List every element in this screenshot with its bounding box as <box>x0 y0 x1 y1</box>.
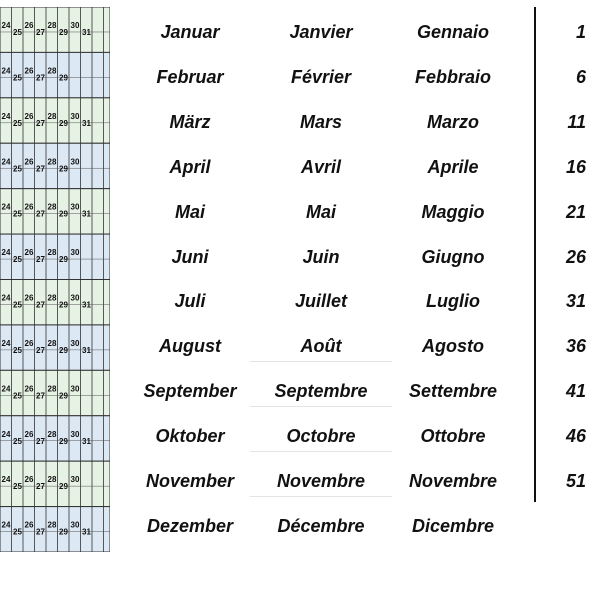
month-de: September <box>143 381 237 402</box>
strip-day-number: 24 <box>1 157 11 167</box>
strip-day-number: 25 <box>13 209 22 219</box>
strip-day-number: 30 <box>70 429 80 439</box>
strip-day-number: 25 <box>13 28 22 37</box>
strip-day-number: 30 <box>70 384 80 394</box>
strip-day-number: 25 <box>13 391 22 401</box>
strip-day-number: 25 <box>13 300 22 310</box>
month-fr: Juin <box>302 246 340 267</box>
week-number: 16 <box>565 156 586 177</box>
month-de: Dezember <box>146 515 234 536</box>
month-de: Mai <box>174 201 205 222</box>
week-number: 6 <box>575 66 586 87</box>
month-it: Gennaio <box>416 22 489 42</box>
strip-day-number: 30 <box>70 520 80 530</box>
strip-day-number: 25 <box>13 118 22 128</box>
strip-day-number: 24 <box>1 66 11 76</box>
strip-day-number: 31 <box>82 209 91 219</box>
month-fr: Février <box>290 66 352 87</box>
month-fr: Août <box>300 336 342 357</box>
strip-day-number: 29 <box>59 73 68 83</box>
month-fr: Octobre <box>286 426 356 447</box>
strip-day-number: 25 <box>13 527 22 537</box>
strip-day-number: 26 <box>24 66 34 76</box>
strip-day-number: 28 <box>47 248 57 258</box>
strip-day-number: 28 <box>47 111 57 121</box>
week-number: 46 <box>565 426 586 447</box>
month-it: Febbraio <box>414 66 491 87</box>
strip-day-number: 25 <box>13 255 22 265</box>
month-fr: Mars <box>299 111 343 132</box>
strip-day-number: 31 <box>82 345 91 355</box>
week-number: 1 <box>575 22 586 42</box>
strip-day-number: 25 <box>13 482 22 492</box>
month-de: Juni <box>171 246 209 267</box>
week-divider-line <box>534 7 536 502</box>
strip-day-number: 26 <box>24 520 34 530</box>
strip-day-number: 30 <box>70 157 80 167</box>
month-de: Januar <box>160 22 220 42</box>
week-number: 11 <box>567 111 586 132</box>
month-it: Giugno <box>421 246 485 267</box>
strip-day-number: 26 <box>24 202 34 212</box>
strip-day-number: 24 <box>1 520 11 530</box>
strip-day-number: 27 <box>36 209 45 219</box>
strip-day-number: 24 <box>1 429 11 439</box>
strip-day-number: 24 <box>1 248 11 258</box>
separator-line <box>250 361 392 362</box>
strip-day-number: 24 <box>1 475 11 485</box>
strip-day-number: 28 <box>47 293 57 303</box>
month-it: Aprile <box>427 156 479 177</box>
month-de: Oktober <box>155 426 225 447</box>
month-fr: Novembre <box>276 471 366 491</box>
week-number: 26 <box>565 246 586 267</box>
month-fr: Juillet <box>294 291 347 312</box>
strip-day-number: 25 <box>13 73 22 83</box>
month-de: März <box>169 111 211 132</box>
strip-day-number: 24 <box>1 293 11 303</box>
strip-day-number: 29 <box>59 436 68 446</box>
strip-day-number: 24 <box>1 202 11 212</box>
month-it: Settembre <box>408 381 498 402</box>
strip-day-number: 28 <box>47 202 57 212</box>
month-fr: Décembre <box>277 515 365 536</box>
strip-day-number: 31 <box>82 118 91 128</box>
strip-day-number: 29 <box>59 209 68 219</box>
strip-day-number: 30 <box>70 111 80 121</box>
month-it: Maggio <box>421 201 485 222</box>
strip-day-number: 28 <box>47 66 57 76</box>
strip-day-number: 24 <box>1 21 11 30</box>
strip-day-number: 30 <box>70 338 80 348</box>
week-number: 41 <box>565 381 586 402</box>
strip-day-number: 30 <box>70 475 80 485</box>
calendar-day-strip <box>0 7 110 552</box>
strip-day-number: 26 <box>24 384 34 394</box>
strip-day-number: 31 <box>82 436 91 446</box>
strip-day-number: 27 <box>36 164 45 174</box>
month-it: Agosto <box>422 336 484 357</box>
strip-day-number: 27 <box>36 73 45 83</box>
strip-day-number: 27 <box>36 527 45 537</box>
strip-day-number: 29 <box>59 482 68 492</box>
strip-day-number: 29 <box>59 118 68 128</box>
strip-day-number: 26 <box>24 475 34 485</box>
strip-day-number: 28 <box>47 338 57 348</box>
strip-day-number: 27 <box>36 300 45 310</box>
month-fr: Septembre <box>274 381 368 402</box>
strip-day-number: 29 <box>59 255 68 265</box>
month-de: Februar <box>156 66 224 87</box>
week-number: 51 <box>565 471 586 491</box>
strip-day-number: 27 <box>36 28 45 37</box>
strip-day-number: 26 <box>24 338 34 348</box>
strip-day-number: 27 <box>36 482 45 492</box>
strip-day-number: 26 <box>24 157 34 167</box>
strip-day-number: 27 <box>36 391 45 401</box>
strip-day-number: 27 <box>36 255 45 265</box>
strip-day-number: 29 <box>59 345 68 355</box>
strip-day-number: 28 <box>47 520 57 530</box>
strip-day-number: 26 <box>24 429 34 439</box>
strip-day-number: 25 <box>13 164 22 174</box>
strip-day-number: 30 <box>70 21 80 30</box>
strip-day-number: 31 <box>82 300 91 310</box>
month-it: Dicembre <box>411 515 495 536</box>
strip-day-number: 24 <box>1 338 11 348</box>
strip-day-number: 24 <box>1 111 11 121</box>
strip-day-number: 31 <box>82 527 91 537</box>
strip-day-number: 29 <box>59 527 68 537</box>
strip-day-number: 26 <box>24 293 34 303</box>
strip-day-number: 28 <box>47 475 57 485</box>
week-number: 31 <box>565 291 586 312</box>
month-de: August <box>159 336 221 357</box>
month-de: Juli <box>174 291 206 312</box>
strip-day-number: 29 <box>59 391 68 401</box>
calendar-strip-svg <box>0 7 110 552</box>
separator-line <box>250 406 392 407</box>
month-it: Luglio <box>426 291 480 312</box>
month-fr: Janvier <box>289 22 353 42</box>
separator-line <box>250 496 392 497</box>
strip-day-number: 30 <box>70 202 80 212</box>
strip-day-number: 28 <box>47 384 57 394</box>
strip-day-number: 28 <box>47 157 57 167</box>
strip-day-number: 25 <box>13 436 22 446</box>
strip-day-number: 30 <box>70 248 80 258</box>
month-de: November <box>145 471 235 491</box>
month-fr: Avril <box>300 156 342 177</box>
strip-day-number: 24 <box>1 384 11 394</box>
strip-day-number: 27 <box>36 118 45 128</box>
strip-day-number: 29 <box>59 28 68 37</box>
week-number: 36 <box>565 336 586 357</box>
strip-day-number: 28 <box>47 21 57 30</box>
strip-day-number: 27 <box>36 345 45 355</box>
month-fr: Mai <box>305 201 336 222</box>
month-it: Ottobre <box>420 426 486 447</box>
strip-day-number: 26 <box>24 248 34 258</box>
strip-day-number: 30 <box>70 293 80 303</box>
strip-day-number: 27 <box>36 436 45 446</box>
strip-day-number: 29 <box>59 164 68 174</box>
strip-day-number: 26 <box>24 111 34 121</box>
month-it: Marzo <box>426 111 479 132</box>
month-it: Novembre <box>408 471 498 491</box>
strip-day-number: 28 <box>47 429 57 439</box>
week-number: 21 <box>565 201 586 222</box>
strip-day-number: 31 <box>82 28 91 37</box>
month-de: April <box>169 156 211 177</box>
strip-day-number: 25 <box>13 345 22 355</box>
separator-line <box>250 451 392 452</box>
strip-day-number: 26 <box>24 21 34 30</box>
strip-day-number: 29 <box>59 300 68 310</box>
